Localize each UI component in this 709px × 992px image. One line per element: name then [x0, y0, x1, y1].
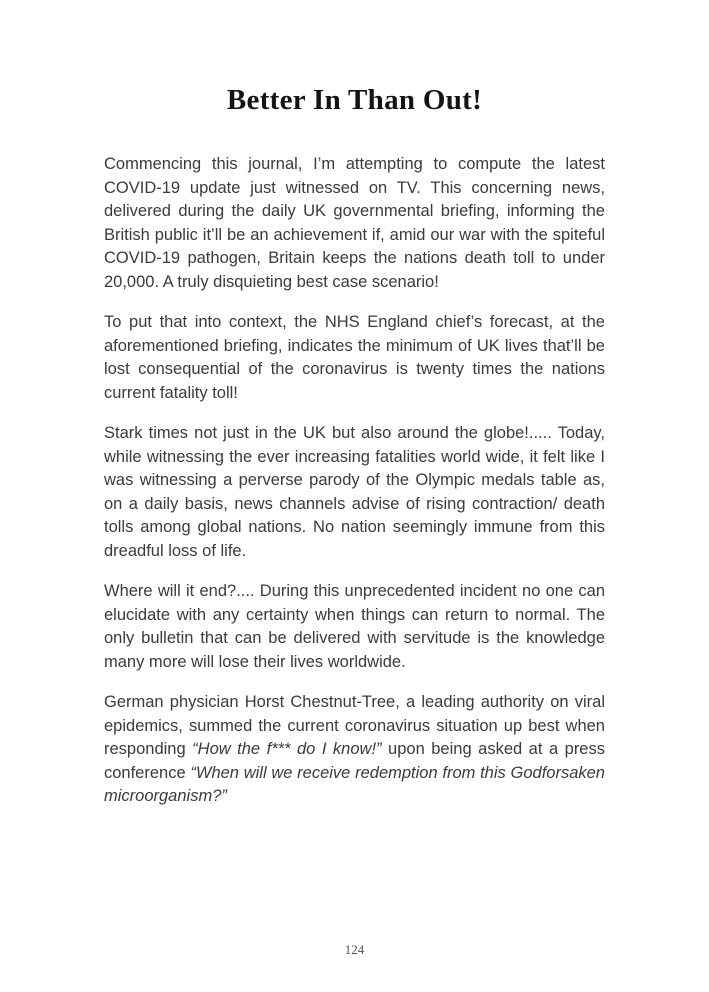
paragraph-2: To put that into context, the NHS England chief’s forecast, at the aforementioned briefing, indicates the minimum of UK lives that’ll be lost consequential of the coronavirus is twenty times the nations current fatality toll! [104, 313, 605, 402]
page-title: Better In Than Out! [226, 84, 483, 116]
paragraph-5-text-2: upon being asked at a press conference [104, 740, 605, 782]
paragraph-5 [104, 691, 605, 809]
paragraph-5-quote-1: “How the f*** do I know!” [192, 740, 382, 759]
page-number: 124 [344, 942, 365, 957]
paragraph-3: Stark times not just in the UK but also around the globe!..... Today, while witnessing the ever increasing fatalities world wide, it felt like I was witnessing a perverse parody of the Olympic medals table as, on a daily basis, news channels advise of rising contraction/ death tolls among global nations. No nation seemingly immune from this dreadful loss of life. [104, 424, 605, 560]
paragraph-1: Commencing this journal, I’m attempting to compute the latest COVID-19 update just witnessed on TV. This concerning news, delivered during the daily UK governmental briefing, informing the British public it’ll be an achievement if, amid our war with the spiteful COVID-19 pathogen, Britain keeps the nations death toll to under 20,000. A truly disquieting best case scenario! [104, 155, 605, 291]
paragraph-5-quote-2: “When will we receive redemption from this Godforsaken microorganism?” [104, 763, 605, 806]
paragraph-5-text-1: German physician Horst Chestnut-Tree, a leading authority on viral epidemics, summed the current coronavirus situation up best when responding [104, 693, 605, 759]
paragraph-4: Where will it end?.... During this unprecedented incident no one can elucidate with any certainty when things can return to normal. The only bulletin that can be delivered with servitude is the knowledge many more will lose their lives worldwide. [104, 582, 605, 671]
